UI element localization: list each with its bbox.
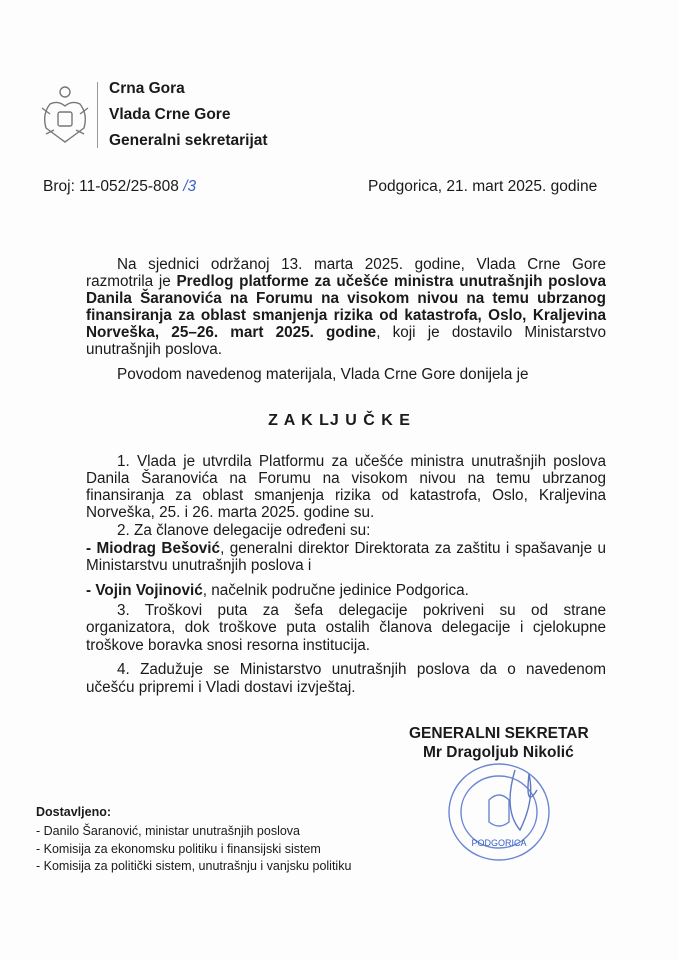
bold-text: Predlog platforme za učešće ministra unutrašnjih poslova <box>176 273 606 290</box>
text-line <box>117 661 606 678</box>
text-segment: troškove boravka snosi resorna institucija. <box>86 637 370 654</box>
header-office: Generalni sekretarijat <box>109 132 268 149</box>
text-segment: učešću pripremi i Vladi dostavi izvještaj. <box>86 679 356 696</box>
reference-number <box>43 178 196 196</box>
text-line <box>117 256 606 273</box>
text-line <box>86 540 606 557</box>
text-segment: , načelnik područne jedinice Podgorica. <box>202 582 469 599</box>
text-line <box>86 504 606 521</box>
handwritten-suffix: /3 <box>183 178 197 195</box>
bold-text: - Miodrag Bešović <box>86 540 221 557</box>
official-stamp <box>445 760 557 864</box>
text-segment: Povodom navedenog materijala, Vlada Crne Gore donijela je <box>117 366 529 383</box>
coat-of-arms-icon <box>40 84 90 148</box>
text-line <box>86 637 606 654</box>
text-line <box>86 341 606 358</box>
text-line <box>86 470 606 487</box>
text-line <box>117 522 606 539</box>
text-line <box>86 324 606 341</box>
bold-text: Danila Šaranovića na Forumu na visokom nivou na temu ubrzanog <box>86 290 606 307</box>
text-segment: organizatora, dok troškove puta ostalih članova delegacije i cjelokupne <box>86 619 606 636</box>
text-segment: 4. Zadužuje se Ministarstvo unutrašnjih poslova da o navedenom <box>117 661 606 678</box>
text-segment: 2. Za članove delegacije određeni su: <box>117 522 371 539</box>
distribution-item: - Danilo Šaranović, ministar unutrašnjih poslova <box>36 824 301 838</box>
text-line <box>117 453 606 470</box>
text-line <box>86 273 606 290</box>
text-segment: 1. Vlada je utvrdila Platformu za učešće ministra unutrašnjih poslova <box>117 453 606 470</box>
place-date: Podgorica, 21. mart 2025. godine <box>368 178 598 195</box>
text-segment: razmotrila je <box>86 273 177 290</box>
bold-text: Norveška, 25–26. mart 2025. godine <box>86 324 377 341</box>
header-divider <box>97 82 98 148</box>
text-line <box>117 602 606 619</box>
text-segment: finansiranja za oblast smanjenja rizika od katastrofa, Oslo, Kraljevina <box>86 487 606 504</box>
text-line <box>117 366 606 383</box>
distribution-item: - Komisija za ekonomsku politiku i finansijski sistem <box>36 841 321 856</box>
text-line <box>86 307 606 324</box>
text-line <box>86 557 606 574</box>
text-segment: , generalni direktor Direktorata za zaštitu i spašavanje u <box>220 540 607 557</box>
text-segment: , koji je dostavilo Ministarstvo <box>376 324 606 341</box>
svg-text:PODGORICA: PODGORICA <box>471 838 527 848</box>
distribution-list <box>36 823 351 876</box>
header-government: Vlada Crne Gore <box>109 106 231 123</box>
text-line <box>86 290 606 307</box>
reference-number-text: Broj: 11-052/25-808 <box>43 178 179 195</box>
signatory-title: GENERALNI SEKRETAR <box>409 725 589 742</box>
text-segment: Na sjednici održanoj 13. marta 2025. godine, Vlada Crne Gore <box>117 256 606 273</box>
header-country: Crna Gora <box>109 80 185 97</box>
signatory-name: Mr Dragoljub Nikolić <box>423 744 574 761</box>
distribution-item: - Komisija za politički sistem, unutrašnju i vanjsku politiku <box>36 859 352 873</box>
text-segment: Ministarstvu unutrašnjih poslova i <box>86 557 312 574</box>
conclusions-title: Z A K LJ U Č K E <box>268 412 411 429</box>
text-line <box>86 487 606 504</box>
bold-text: - Vojin Vojinović <box>86 582 203 599</box>
text-segment: Norveška, 25. i 26. marta 2025. godine su. <box>86 504 375 521</box>
text-line <box>86 619 606 636</box>
text-line <box>86 582 606 599</box>
bold-text: finansiranja za oblast smanjenja rizika od katastrofa, Oslo, Kraljevina <box>86 307 606 324</box>
text-segment: unutrašnjih poslova. <box>86 341 223 358</box>
text-segment: Danila Šaranovića na Forumu na visokom nivou na temu ubrzanog <box>86 470 606 487</box>
distribution-heading: Dostavljeno: <box>36 805 112 819</box>
text-segment: 3. Troškovi puta za šefa delegacije pokriveni su od strane <box>117 602 606 619</box>
text-line <box>86 679 606 696</box>
